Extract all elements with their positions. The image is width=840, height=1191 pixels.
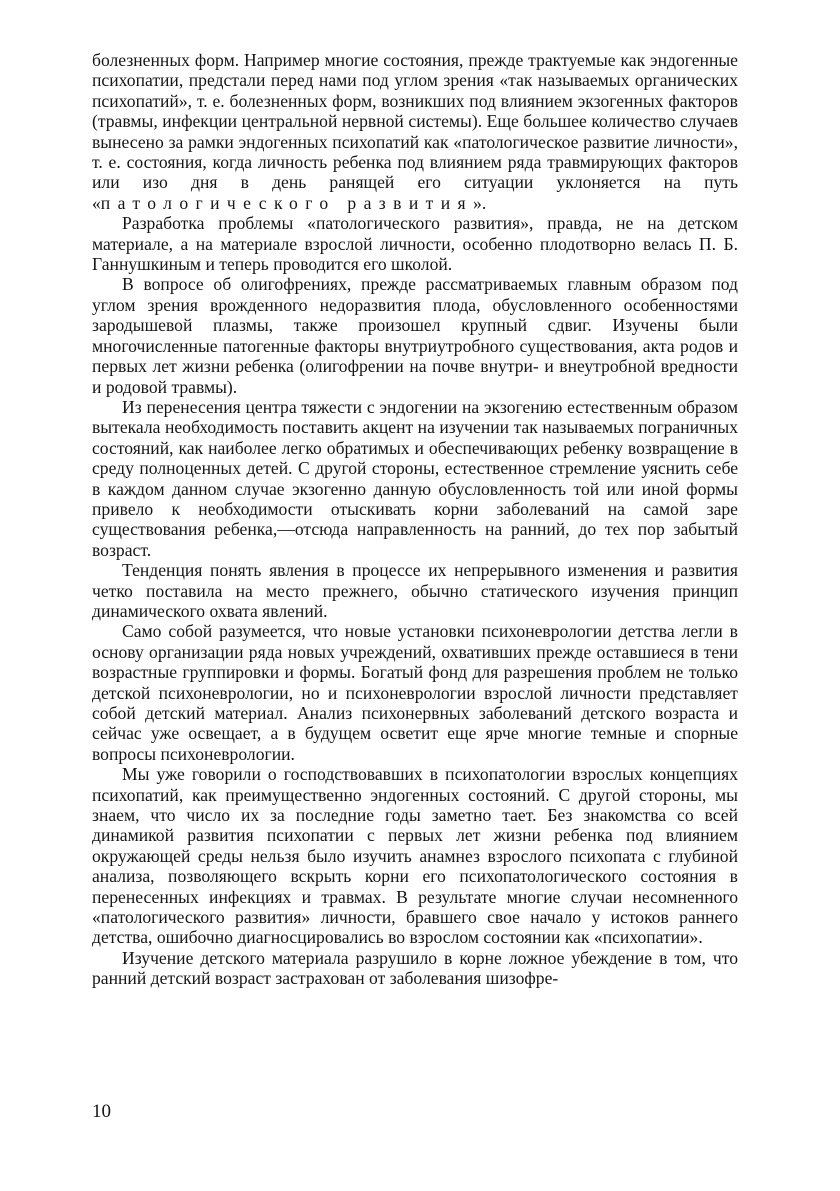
paragraph-2: Разработка проблемы «патологического развития», правда, не на детском материале, а на материале взрослой личности, особенно плодотворно велась П. Б. Ганнушкиным и теперь проводится его школой.	[92, 213, 738, 275]
page-number: 10	[92, 1101, 111, 1122]
paragraph-5: Тенденция понять явления в процессе их непрерывного изменения и развития четко поставила на место прежнего, обычно статического изучения принцип динамического охвата явлений.	[92, 560, 738, 621]
paragraph-8: Изучение детского материала разрушило в корне ложное убеждение в том, что ранний детский возраст застрахован от заболевания шизофре-	[92, 947, 738, 989]
paragraph-1	[92, 50, 738, 213]
paragraph-1-text: болезненных форм. Например многие состояния, прежде трактуемые как эндогенные психопатии, предстали перед нами под углом зрения «так называемых органических психопатий», т. е. болезненных форм, возникших под влиянием экзогенных факторов (травмы, инфекции центральной нервной системы). Еще большее количество случаев вынесено за рамки эндогенных психопатий как «патологическое развитие личности», т. е. состояния, когда личность ребенка под влиянием ряда травмирующих факторов или изо дня в день ранящей его ситуации уклоняется на путь «	[92, 50, 738, 213]
paragraph-6: Само собой разумеется, что новые установки психоневрологии детства легли в основу организации ряда новых учреждений, охвативших прежде оставшиеся в тени возрастные группировки и формы. Богатый фонд для разрешения проблем не только детской психоневрологии, но и психоневрологии взрослой личности представляет собой детский материал. Анализ психонервных заболеваний детского возраста и сейчас уже освещает, а в будущем осветит еще ярче многие темные и спорные вопросы психоневрологии.	[92, 621, 738, 764]
paragraph-4: Из перенесения центра тяжести с эндогении на экзогению естественным образом вытекала необходимость поставить акцент на изучении так называемых пограничных состояний, как наиболее легко обратимых и обеспечивающих ребенку возвращение в среду полноценных детей. С другой стороны, естественное стремление уяснить себе в каждом данном случае экзогенно данную обусловленность той или иной формы привело к необходимости отыскивать корни заболеваний на самой заре существования ребенка,—отсюда направленность на ранний, до тех пор забытый возраст.	[92, 396, 738, 560]
spaced-emphasis-text: патологического развития	[100, 192, 474, 213]
paragraph-1-tail: ».	[473, 192, 487, 213]
paragraph-7: Мы уже говорили о господствовавших в психопатологии взрослых концепциях психопатий, как преимущественно эндогенных состояний. С другой стороны, мы знаем, что число их за последние годы заметно тает. Без знакомства со всей динамикой развития психопатии с первых лет жизни ребенка под влиянием окружающей среды нельзя было изучить анамнез взрослого психопата с глубиной анализа, позволяющего вскрыть корни его психопатологического состояния в перенесенных инфекциях и травмах. В результате многие случаи несомненного «патологического развития» личности, бравшего свое начало у истоков раннего детства, ошибочно диагносцировались во взрослом состоянии как «психопатии».	[92, 764, 738, 948]
page-text-block	[92, 50, 738, 1130]
paragraph-3: В вопросе об олигофрениях, прежде рассматриваемых главным образом под углом зрения врожденного недоразвития плода, обусловленного особенностями зародышевой плазмы, также произошел крупный сдвиг. Изучены были многочисленные патогенные факторы внутриутробного существования, акта родов и первых лет жизни ребенка (олигофрении на почве внутри- и внеутробной вредности и родовой травмы).	[92, 274, 738, 397]
